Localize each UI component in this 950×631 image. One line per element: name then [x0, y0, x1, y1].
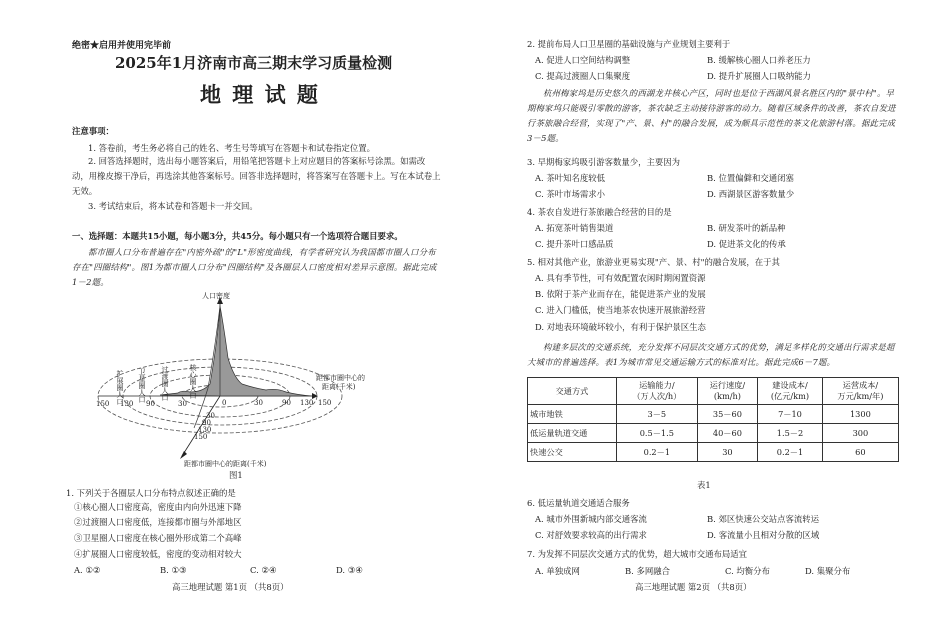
table-1-caption: 表1: [697, 480, 711, 490]
figure-1-caption: 图1: [229, 470, 243, 480]
table-header-build-cost: 建设成本/ (亿元/km): [758, 378, 823, 405]
x-tick-90-right: 90: [282, 399, 291, 407]
q7-option-d[interactable]: D. 集聚分布: [805, 566, 851, 576]
x-tick-0: 0: [222, 399, 227, 407]
table-row: [528, 405, 899, 424]
q7-option-b[interactable]: B. 多网融合: [625, 566, 670, 576]
q5-option-c[interactable]: C. 进入门槛低，使当地茶农快速开展旅游经营: [535, 305, 706, 315]
q3-option-a[interactable]: A. 茶叶知名度较低: [535, 173, 605, 183]
q1-item-3: ③卫星圈人口密度在核心圈外形成第二个高峰: [74, 533, 242, 543]
table-header-capacity: 运输能力/ （万人次/h）: [617, 378, 698, 405]
q5-option-d[interactable]: D. 对地表环境破坏较小，有利于保护景区生态: [535, 322, 706, 332]
exam-title: 2025年1月济南市高三期末学习质量检测: [115, 54, 393, 72]
q1-item-2: ②过渡圈人口密度低，连接都市圈与外部地区: [74, 517, 242, 527]
q4-option-b[interactable]: B. 研发茶叶的新品种: [707, 223, 786, 233]
table-cell: 300: [822, 424, 898, 443]
table-cell: 1.5－2: [758, 424, 823, 443]
z-tick-30: 30: [206, 412, 215, 420]
q3-option-c[interactable]: C. 茶叶市场需求小: [535, 189, 606, 199]
table-cell: 0.2－1: [758, 443, 823, 462]
x-tick-130-left: 130: [120, 400, 134, 408]
q5-option-a[interactable]: A. 具有季节性，可有效配置农闲时期闲置资源: [535, 273, 706, 283]
x-axis-label-1: 距都市圈中心的: [316, 374, 365, 382]
q2-option-d[interactable]: D. 提升扩展圈人口吸纳能力: [707, 71, 811, 81]
passage-tea-village: 杭州梅家坞是历史悠久的西湖龙井核心产区，同时也是位于西湖风景名胜区内的"景中村"。早期梅家坞只能吸引零散的游客，茶农缺乏主动接待游客的动力。随着区域条件的改善，茶农自发进行茶旅融合经营，实现了"产、景、村"的融合发展，成为颇具示范性的茶文化旅游村落。据此完成3－5题。: [527, 88, 896, 143]
y-axis-label: 人口密度: [202, 292, 230, 300]
q1-option-a[interactable]: A. ①②: [74, 565, 101, 575]
x-tick-130-right: 130: [300, 399, 314, 407]
q1-option-c[interactable]: C. ②④: [250, 565, 277, 575]
secret-label: 绝密★启用并使用完毕前: [72, 41, 172, 51]
table-cell: 城市地铁: [528, 405, 617, 424]
q3-option-b[interactable]: B. 位置偏僻和交通闭塞: [707, 173, 794, 183]
z-axis-arrow: [180, 451, 187, 459]
q3-stem: 3. 早期梅家坞吸引游客数量少，主要因为: [527, 157, 681, 167]
q7-option-a[interactable]: A. 单独成网: [535, 566, 580, 576]
table-cell: 0.2－1: [617, 443, 698, 462]
q4-option-a[interactable]: A. 拓宽茶叶销售渠道: [535, 223, 614, 233]
density-profile: [160, 306, 312, 396]
q3-option-d[interactable]: D. 西湖景区游客数量少: [707, 189, 795, 199]
right-page: [475, 0, 950, 631]
table-header-mode: 交通方式: [528, 378, 617, 405]
notice-1: 1. 答卷前，考生务必将自己的姓名、考生号等填写在答题卡和试卷指定位置。: [88, 143, 376, 153]
q6-option-b[interactable]: B. 郊区快速公交站点客流转运: [707, 514, 819, 524]
q6-option-a[interactable]: A. 城市外围新城内部交通客流: [535, 514, 647, 524]
z-tick-150: 150: [194, 433, 208, 441]
q2-option-a[interactable]: A. 促进人口空间结构调整: [535, 55, 631, 65]
table-cell: 40－60: [697, 424, 758, 443]
depth-axis-label: 距都市圈中心的距离(千米): [184, 460, 267, 468]
q5-stem: 5. 相对其他产业，旅游业更易实现"产、景、村"的融合发展，在于其: [527, 257, 780, 267]
notice-3: 3. 考试结束后，将本试卷和答题卡一并交回。: [88, 201, 258, 211]
z-tick-130: 130: [198, 426, 212, 434]
table-cell: 30: [697, 443, 758, 462]
q4-option-d[interactable]: D. 促进茶文化的传承: [707, 239, 786, 249]
q1-option-d[interactable]: D. ③④: [336, 565, 363, 575]
table-cell: 7－10: [758, 405, 823, 424]
table-header-op-cost: 运营成本/ 万元/km/年): [822, 378, 898, 405]
notice-2: 2. 回答选择题时，选出每小题答案后，用铅笔把答题卡上对应题目的答案标号涂黑。如需改动，用橡皮擦干净后，再选涂其他答案标号。回答非选择题时，将答案写在答题卡上。写在本试卷上无效。: [72, 156, 441, 196]
q2-option-c[interactable]: C. 提高过渡圈人口集聚度: [535, 71, 631, 81]
table-header-speed: 运行速度/ (km/h): [697, 378, 758, 405]
q7-option-c[interactable]: C. 均衡分布: [725, 566, 770, 576]
passage-transport: 构建多层次的交通系统，充分发挥不同层次交通方式的优势，满足多样化的交通出行需求是超大城市的普遍选择。表1为城市常见交通运输方式的标准对比。据此完成6－7题。: [527, 342, 895, 367]
table-cell: 3－5: [617, 405, 698, 424]
table-1-transport: [527, 377, 899, 462]
q1-stem: 1. 下列关于各圈层人口分布特点叙述正确的是: [66, 488, 236, 498]
q2-stem: 2. 提前布局人口卫星圈的基础设施与产业规划主要利于: [527, 39, 731, 49]
x-axis-label-2: 距离(千米): [322, 383, 356, 391]
q5-option-b[interactable]: B. 依附于茶产业而存在，能促进茶产业的发展: [535, 289, 706, 299]
section-1-heading: 一、选择题：本题共15小题，每小题3分，共45分。每小题只有一个选项符合题目要求。: [72, 231, 403, 241]
x-tick-150-left: 150: [96, 400, 110, 408]
table-header-row: [528, 378, 899, 405]
x-tick-90-left: 90: [146, 400, 155, 408]
ring-label-core: 核心圈人口: [189, 364, 197, 399]
q1-item-4: ④扩展圈人口密度较低，密度的变动相对较大: [74, 549, 242, 559]
table-cell: 35－60: [697, 405, 758, 424]
table-cell: 1300: [822, 405, 898, 424]
subject-title: 地 理 试 题: [200, 82, 320, 107]
left-footer: 高三地理试题 第1页 （共8页）: [172, 582, 289, 592]
q6-stem: 6. 低运量轨道交通适合服务: [527, 498, 630, 508]
figure-1-population-density: [90, 288, 390, 470]
right-footer: 高三地理试题 第2页 （共8页）: [635, 582, 752, 592]
intro-passage: 都市圈人口分布普遍存在"内密外疏"的"L"形密度曲线，有学者研究认为我国都市圈人口分布存在"四圈结构"。图1为都市圈人口分布"四圈结构"及各圈层人口密度相对差异示意图。据此完成1－2题。: [72, 247, 437, 287]
table-cell: 快速公交: [528, 443, 617, 462]
q4-stem: 4. 茶农自发进行茶旅融合经营的目的是: [527, 207, 672, 217]
ring-label-satellite: 卫星圈人口: [138, 368, 146, 403]
notice-heading: 注意事项：: [72, 126, 114, 136]
z-tick-90: 90: [202, 419, 211, 427]
ring-label-transition: 过渡圈人口: [161, 366, 169, 401]
q4-option-c[interactable]: C. 提升茶叶口感品质: [535, 239, 614, 249]
ring-label-expand: 扩展圈人口: [116, 370, 124, 405]
table-cell: 0.5－1.5: [617, 424, 698, 443]
q2-option-b[interactable]: B. 缓解核心圈人口养老压力: [707, 55, 811, 65]
table-row: [528, 424, 899, 443]
x-tick-150-right: 150: [318, 399, 332, 407]
x-tick-30-left: 30: [178, 400, 187, 408]
q6-option-c[interactable]: C. 对舒效要求较高的出行需求: [535, 530, 647, 540]
x-tick-30-right: 30: [254, 399, 263, 407]
table-row: [528, 443, 899, 462]
q1-item-1: ①核心圈人口密度高，密度由内向外迅速下降: [74, 502, 242, 512]
q1-option-b[interactable]: B. ①③: [160, 565, 187, 575]
table-cell: 低运量轨道交通: [528, 424, 617, 443]
q7-stem: 7. 为发挥不同层次交通方式的优势，超大城市交通布局适宜: [527, 549, 748, 559]
table-cell: 60: [822, 443, 898, 462]
q6-option-d[interactable]: D. 客流量小且相对分散的区域: [707, 530, 820, 540]
